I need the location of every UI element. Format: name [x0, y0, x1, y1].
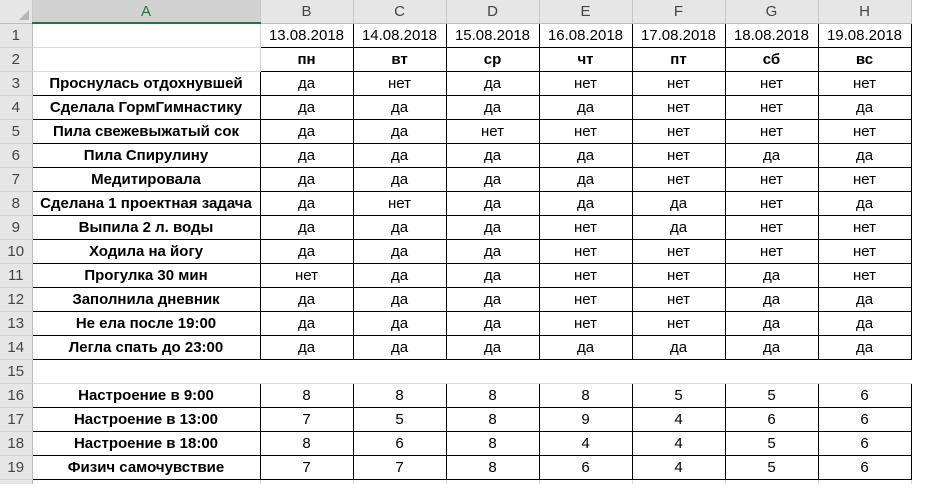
cell-value[interactable]: 8	[260, 383, 353, 407]
cell-value[interactable]: да	[260, 191, 353, 215]
cell-value[interactable]	[446, 359, 539, 383]
cell-value[interactable]: да	[446, 167, 539, 191]
row-header-7[interactable]: 7	[0, 167, 32, 191]
row-header-9[interactable]: 9	[0, 215, 32, 239]
cell-label[interactable]: Не ела после 19:00	[32, 311, 260, 335]
row-header-17[interactable]: 17	[0, 407, 32, 431]
cell-label[interactable]: Проснулась отдохнувшей	[32, 71, 260, 95]
row-header-12[interactable]: 12	[0, 287, 32, 311]
cell-label[interactable]	[32, 23, 260, 47]
row-header-8[interactable]: 8	[0, 191, 32, 215]
cell-value[interactable]: да	[539, 335, 632, 359]
table-row	[0, 191, 911, 215]
cell-label[interactable]	[32, 359, 260, 383]
cell-value[interactable]: да	[260, 311, 353, 335]
table-row	[0, 335, 911, 359]
cell-value[interactable]: да	[353, 95, 446, 119]
table-row	[0, 71, 911, 95]
cell-value[interactable]: нет	[632, 143, 725, 167]
cell-value[interactable]: чт	[539, 47, 632, 71]
cell-value[interactable]: 7	[260, 455, 353, 479]
cell-value[interactable]: да	[260, 167, 353, 191]
cell-value[interactable]: да	[353, 119, 446, 143]
cell-value[interactable]: да	[818, 143, 911, 167]
row-header-19[interactable]: 19	[0, 455, 32, 479]
cell-label[interactable]: Настроение в 13:00	[32, 407, 260, 431]
column-header-e[interactable]: E	[539, 0, 632, 23]
cell-value[interactable]: нет	[632, 239, 725, 263]
cell-empty	[539, 479, 632, 484]
table-row	[0, 23, 911, 47]
cell-value[interactable]: вт	[353, 47, 446, 71]
cell-value[interactable]: да	[632, 335, 725, 359]
row-header-1[interactable]: 1	[0, 23, 32, 47]
cell-value[interactable]: да	[446, 287, 539, 311]
cell-label[interactable]: Пила Спирулину	[32, 143, 260, 167]
cell-value[interactable]: 6	[818, 431, 911, 455]
cell-value[interactable]: да	[725, 335, 818, 359]
cell-value[interactable]: 7	[260, 407, 353, 431]
cell-value[interactable]: нет	[818, 71, 911, 95]
cell-value[interactable]: нет	[725, 215, 818, 239]
cell-value[interactable]: 4	[539, 431, 632, 455]
cell-value[interactable]: 6	[725, 407, 818, 431]
cell-value[interactable]	[353, 359, 446, 383]
row-header-18[interactable]: 18	[0, 431, 32, 455]
row-header-11[interactable]: 11	[0, 263, 32, 287]
column-header-b[interactable]: B	[260, 0, 353, 23]
cell-value[interactable]: 8	[353, 383, 446, 407]
cell-value[interactable]: 5	[725, 383, 818, 407]
cell-value[interactable]: да	[818, 95, 911, 119]
cell-value[interactable]: да	[260, 239, 353, 263]
table-row	[0, 455, 911, 479]
table-row	[0, 287, 911, 311]
table-row	[0, 431, 911, 455]
cell-value[interactable]: да	[539, 191, 632, 215]
cell-value[interactable]: да	[539, 95, 632, 119]
cell-value[interactable]: 5	[353, 407, 446, 431]
cell-value[interactable]: да	[353, 287, 446, 311]
cell-value[interactable]: нет	[725, 71, 818, 95]
cell-value[interactable]: да	[260, 71, 353, 95]
cell-value[interactable]: нет	[818, 263, 911, 287]
column-header-d[interactable]: D	[446, 0, 539, 23]
cell-value[interactable]: 6	[539, 455, 632, 479]
cell-value[interactable]: да	[353, 263, 446, 287]
cell-value[interactable]: да	[446, 191, 539, 215]
cell-value[interactable]: 19.08.2018	[818, 23, 911, 47]
table-row	[0, 47, 911, 71]
table-row	[0, 167, 911, 191]
cell-value[interactable]: 6	[818, 455, 911, 479]
cell-value[interactable]: нет	[539, 239, 632, 263]
row-header-13[interactable]: 13	[0, 311, 32, 335]
cell-label[interactable]: Медитировала	[32, 167, 260, 191]
cell-empty	[725, 479, 818, 484]
cell-value[interactable]: да	[539, 167, 632, 191]
cell-value[interactable]: 8	[260, 431, 353, 455]
cell-value[interactable]: да	[446, 143, 539, 167]
cell-value[interactable]: 6	[818, 383, 911, 407]
cell-value[interactable]: пн	[260, 47, 353, 71]
cell-value[interactable]: да	[353, 311, 446, 335]
cell-value[interactable]: 5	[632, 383, 725, 407]
cell-empty	[446, 479, 539, 484]
cell-value[interactable]: да	[446, 335, 539, 359]
cell-value[interactable]: да	[446, 263, 539, 287]
cell-value[interactable]: нет	[818, 215, 911, 239]
cell-value[interactable]: 4	[632, 455, 725, 479]
cell-value[interactable]: нет	[632, 311, 725, 335]
cell-value[interactable]: нет	[539, 119, 632, 143]
cell-value[interactable]: да	[353, 335, 446, 359]
cell-value[interactable]: 5	[725, 455, 818, 479]
cell-value[interactable]: нет	[260, 263, 353, 287]
cell-value[interactable]: нет	[818, 119, 911, 143]
cell-value[interactable]: да	[353, 239, 446, 263]
row-header-4[interactable]: 4	[0, 95, 32, 119]
cell-value[interactable]: 14.08.2018	[353, 23, 446, 47]
cell-value[interactable]: да	[446, 311, 539, 335]
cell-value[interactable]: 9	[539, 407, 632, 431]
table-row	[0, 119, 911, 143]
column-header-f[interactable]: F	[632, 0, 725, 23]
row-header-15[interactable]: 15	[0, 359, 32, 383]
cell-value[interactable]: пт	[632, 47, 725, 71]
cell-value[interactable]: вс	[818, 47, 911, 71]
cell-empty	[260, 479, 353, 484]
cell-empty	[353, 479, 446, 484]
cell-value[interactable]: да	[353, 167, 446, 191]
cell-value[interactable]	[539, 359, 632, 383]
cell-label[interactable]: Настроение в 9:00	[32, 383, 260, 407]
cell-value[interactable]: 8	[446, 407, 539, 431]
cell-value[interactable]: 16.08.2018	[539, 23, 632, 47]
row-header-3[interactable]: 3	[0, 71, 32, 95]
cell-label[interactable]: Легла спать до 23:00	[32, 335, 260, 359]
cell-label[interactable]: Заполнила дневник	[32, 287, 260, 311]
cell-value[interactable]: нет	[539, 263, 632, 287]
cell-value[interactable]: нет	[632, 263, 725, 287]
cell-value[interactable]: сб	[725, 47, 818, 71]
cell-value[interactable]: да	[632, 191, 725, 215]
cell-value[interactable]: нет	[446, 119, 539, 143]
cell-value[interactable]: 8	[446, 383, 539, 407]
row-header-2[interactable]: 2	[0, 47, 32, 71]
cell-value[interactable]: нет	[539, 215, 632, 239]
cell-value[interactable]: 6	[353, 431, 446, 455]
cell-value[interactable]: нет	[725, 119, 818, 143]
cell-value[interactable]: ср	[446, 47, 539, 71]
cell-value[interactable]: 5	[725, 431, 818, 455]
cell-value[interactable]: 13.08.2018	[260, 23, 353, 47]
cell-value[interactable]: нет	[632, 71, 725, 95]
cell-label[interactable]: Прогулка 30 мин	[32, 263, 260, 287]
cell-value[interactable]: нет	[725, 191, 818, 215]
cell-value[interactable]: да	[260, 287, 353, 311]
cell-value[interactable]: да	[446, 239, 539, 263]
cell-value[interactable]: нет	[632, 287, 725, 311]
cell-value[interactable]: да	[446, 95, 539, 119]
column-header-row	[0, 0, 911, 23]
table-row	[0, 359, 911, 383]
row-header-16[interactable]: 16	[0, 383, 32, 407]
table-row	[0, 239, 911, 263]
cell-label[interactable]	[32, 47, 260, 71]
cell-value[interactable]: нет	[632, 119, 725, 143]
cell-value[interactable]: 18.08.2018	[725, 23, 818, 47]
cell-value[interactable]: да	[260, 119, 353, 143]
cell-label[interactable]: Сделана 1 проектная задача	[32, 191, 260, 215]
cell-value[interactable]: да	[353, 215, 446, 239]
cell-value[interactable]: да	[818, 191, 911, 215]
table-row	[0, 383, 911, 407]
cell-value[interactable]: 8	[446, 431, 539, 455]
cell-value[interactable]: нет	[632, 167, 725, 191]
cell-label[interactable]: Физич самочувствие	[32, 455, 260, 479]
cell-value[interactable]: да	[260, 95, 353, 119]
cell-value[interactable]: нет	[725, 167, 818, 191]
select-all-triangle-icon	[19, 10, 29, 20]
cell-value[interactable]: да	[818, 335, 911, 359]
column-header-c[interactable]: C	[353, 0, 446, 23]
cell-value[interactable]: да	[260, 215, 353, 239]
row-header-5[interactable]: 5	[0, 119, 32, 143]
column-header-h[interactable]: H	[818, 0, 911, 23]
cell-value[interactable]: нет	[725, 95, 818, 119]
cell-value[interactable]: да	[260, 143, 353, 167]
cell-value[interactable]	[725, 359, 818, 383]
cell-value[interactable]: да	[446, 215, 539, 239]
cell-value[interactable]: 8	[446, 455, 539, 479]
cell-label[interactable]: Настроение в 18:00	[32, 431, 260, 455]
cell-value[interactable]: нет	[539, 287, 632, 311]
table-row	[0, 407, 911, 431]
row-header-14[interactable]: 14	[0, 335, 32, 359]
cell-value[interactable]: нет	[725, 239, 818, 263]
table-row	[0, 143, 911, 167]
cell-value[interactable]: да	[446, 71, 539, 95]
table-row-partial	[0, 479, 911, 484]
table-row	[0, 95, 911, 119]
cell-value[interactable]	[818, 359, 911, 383]
cell-value[interactable]	[260, 359, 353, 383]
table-row	[0, 311, 911, 335]
cell-empty	[818, 479, 911, 484]
cell-value[interactable]: да	[353, 143, 446, 167]
cell-empty	[32, 479, 260, 484]
cell-value[interactable]: 4	[632, 431, 725, 455]
cell-value[interactable]: 17.08.2018	[632, 23, 725, 47]
table-row	[0, 215, 911, 239]
column-header-g[interactable]: G	[725, 0, 818, 23]
cell-value[interactable]: да	[725, 263, 818, 287]
table-row	[0, 263, 911, 287]
row-header-partial	[0, 479, 32, 484]
cell-value[interactable]: нет	[818, 167, 911, 191]
cell-value[interactable]: нет	[353, 71, 446, 95]
column-header-a[interactable]: A	[32, 0, 260, 23]
cell-value[interactable]: да	[632, 215, 725, 239]
cell-label[interactable]: Выпила 2 л. воды	[32, 215, 260, 239]
cell-value[interactable]: 4	[632, 407, 725, 431]
cell-empty	[632, 479, 725, 484]
row-header-10[interactable]: 10	[0, 239, 32, 263]
cell-value[interactable]: 8	[539, 383, 632, 407]
cell-value[interactable]: да	[725, 287, 818, 311]
cell-value[interactable]: да	[818, 287, 911, 311]
cell-value[interactable]: нет	[539, 311, 632, 335]
cell-value[interactable]: 6	[818, 407, 911, 431]
cell-value[interactable]: да	[539, 143, 632, 167]
cell-value[interactable]: да	[818, 311, 911, 335]
cell-value[interactable]: да	[725, 143, 818, 167]
cell-value[interactable]: нет	[632, 95, 725, 119]
cell-value[interactable]: нет	[818, 239, 911, 263]
cell-label[interactable]: Пила свежевыжатый сок	[32, 119, 260, 143]
cell-value[interactable]: нет	[353, 191, 446, 215]
cell-label[interactable]: Сделала ГормГимнастику	[32, 95, 260, 119]
cell-value[interactable]: да	[260, 335, 353, 359]
cell-value[interactable]: нет	[539, 71, 632, 95]
cell-value[interactable]: 15.08.2018	[446, 23, 539, 47]
row-header-6[interactable]: 6	[0, 143, 32, 167]
cell-label[interactable]: Ходила на йогу	[32, 239, 260, 263]
select-all-button[interactable]	[0, 0, 32, 23]
cell-value[interactable]	[632, 359, 725, 383]
cell-value[interactable]: да	[725, 311, 818, 335]
cell-value[interactable]: 7	[353, 455, 446, 479]
